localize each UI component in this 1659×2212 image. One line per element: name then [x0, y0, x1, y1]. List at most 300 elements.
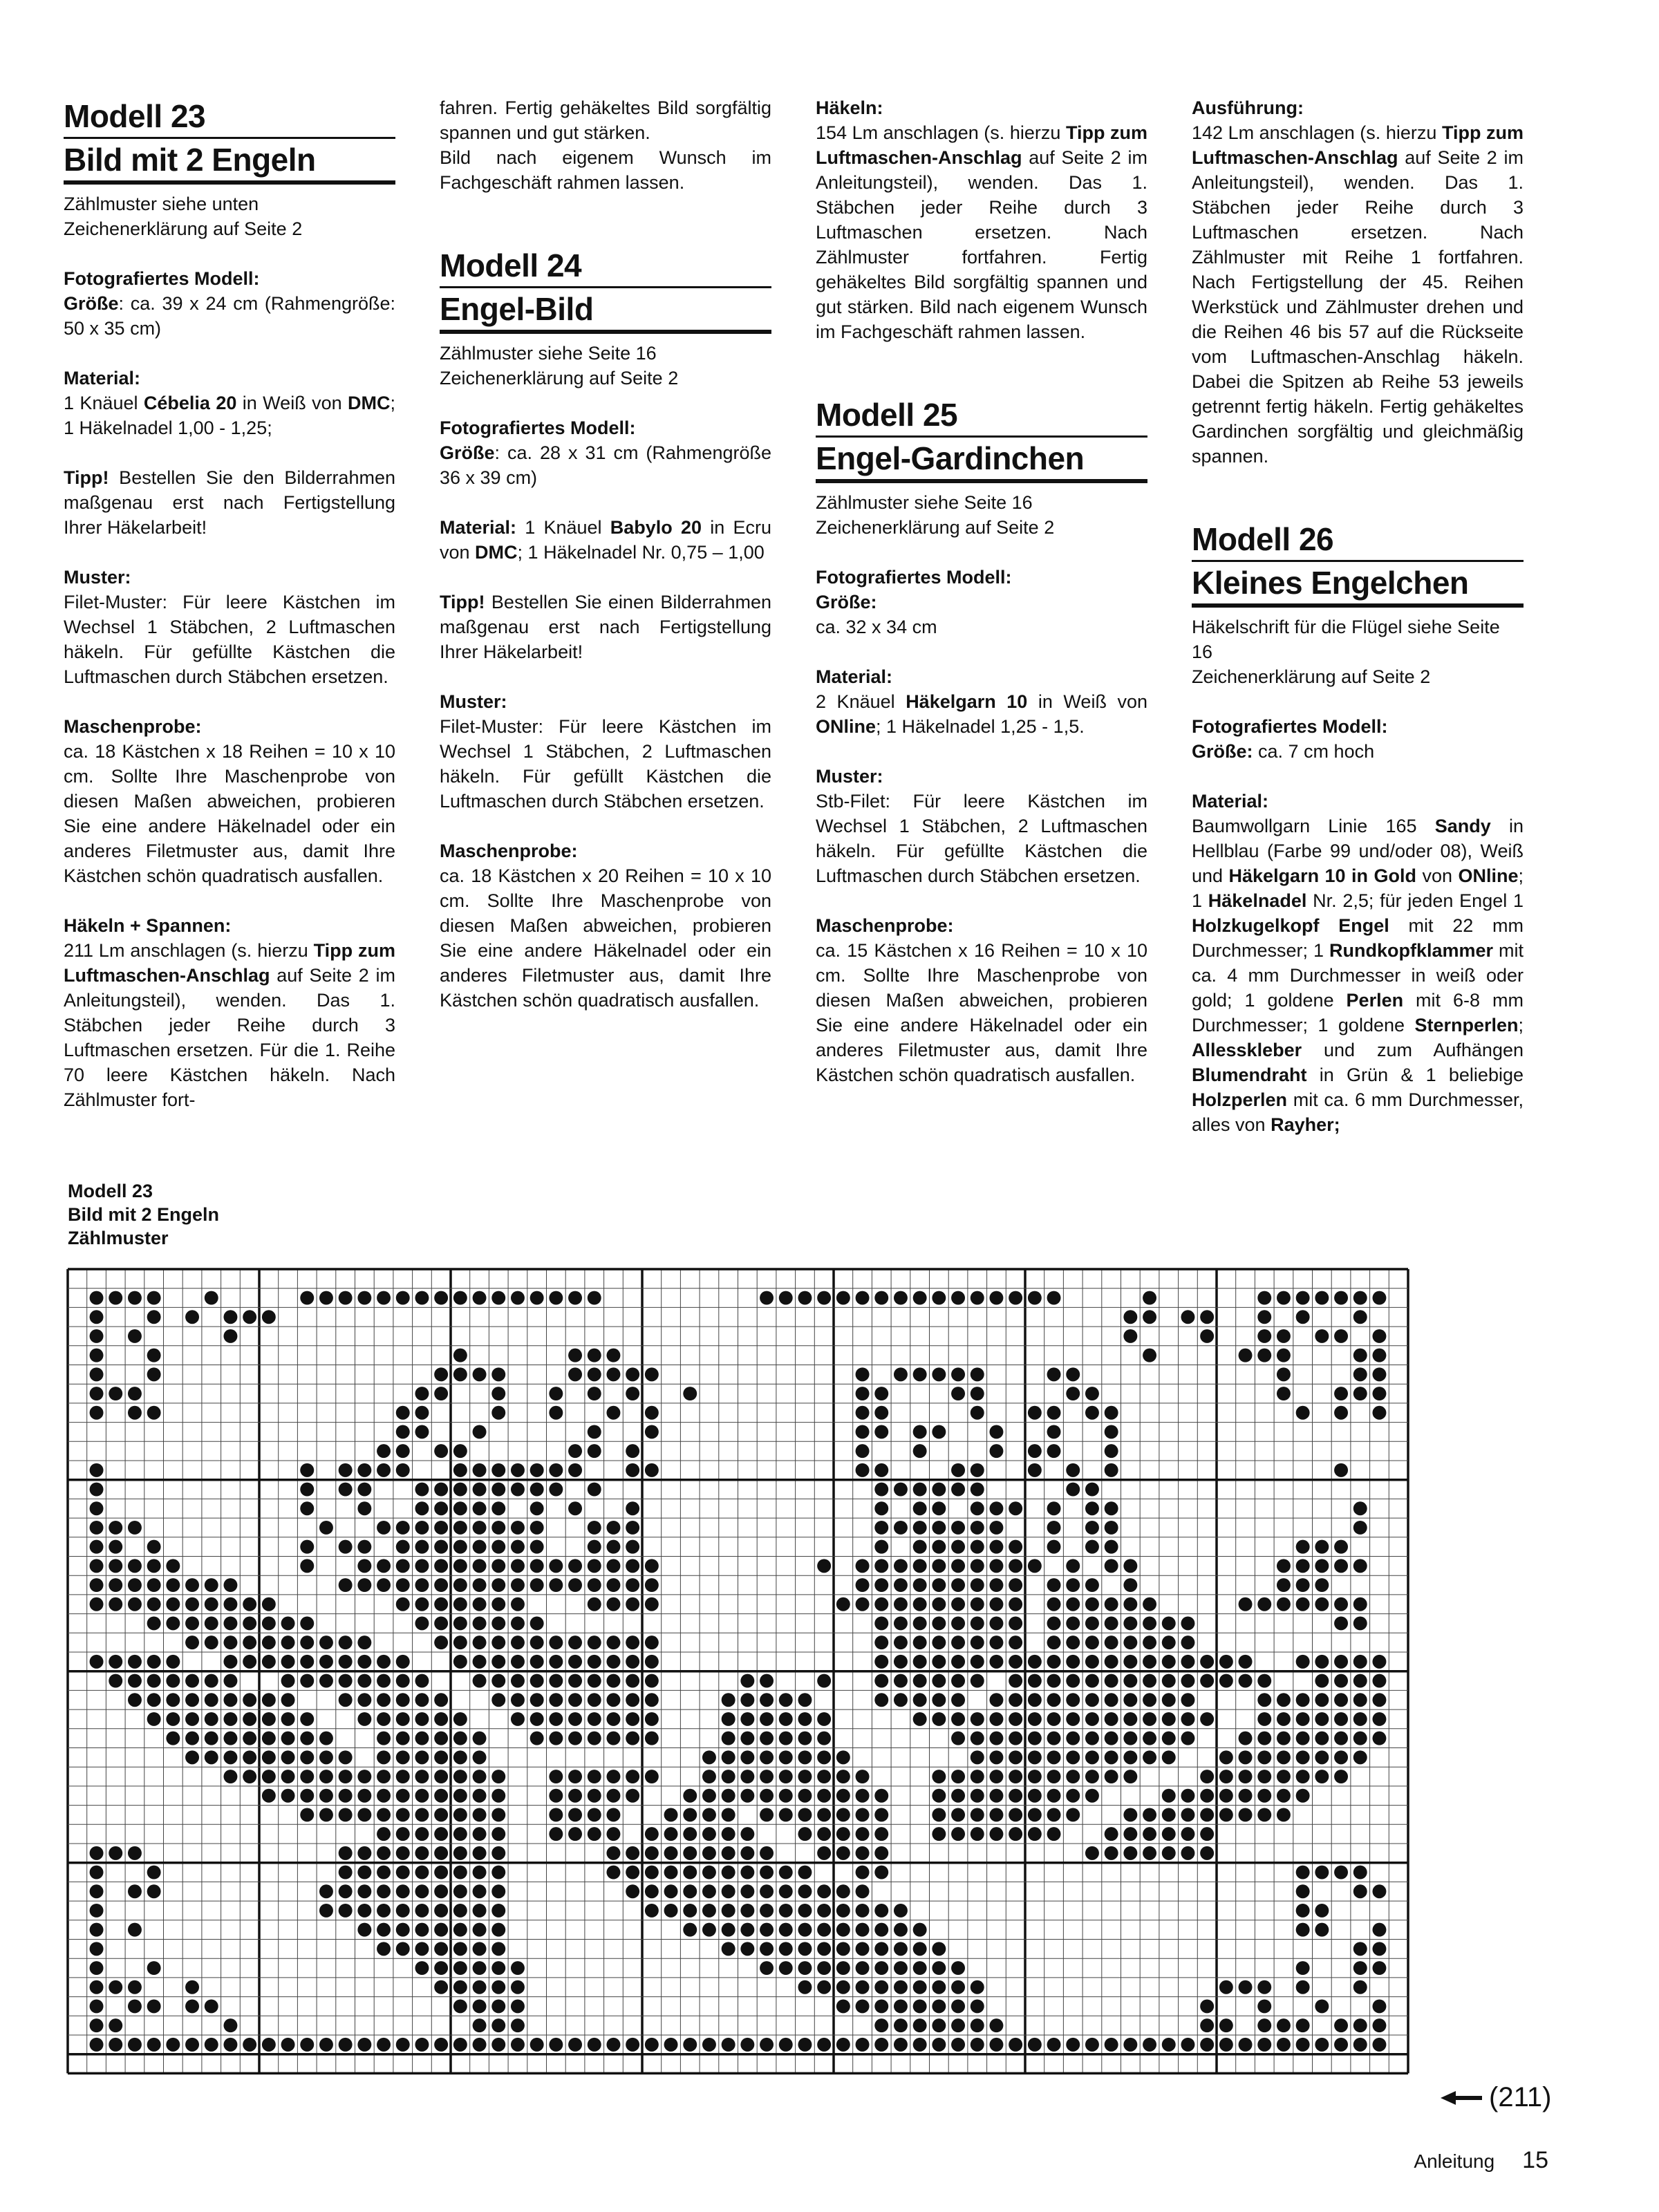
filled-square-dot — [1143, 1750, 1156, 1764]
chart-caption-line: Modell 23 — [68, 1181, 153, 1201]
filled-square-dot — [90, 2018, 104, 2032]
filled-square-dot — [1143, 1732, 1156, 1745]
filled-square-dot — [243, 1597, 256, 1611]
size-text: ca. 7 cm hoch — [1253, 741, 1375, 762]
filled-square-dot — [396, 1674, 410, 1688]
filled-square-dot — [205, 1578, 218, 1592]
filled-square-dot — [1047, 1732, 1061, 1745]
filled-square-dot — [1009, 1291, 1022, 1305]
filled-square-dot — [817, 1827, 831, 1841]
filled-square-dot — [836, 1942, 850, 1956]
filled-square-dot — [339, 1483, 353, 1497]
filled-square-dot — [606, 1635, 620, 1649]
filled-square-dot — [396, 1540, 410, 1554]
filled-square-dot — [1009, 1655, 1022, 1669]
filled-square-dot — [817, 2038, 831, 2052]
filled-square-dot — [262, 1789, 276, 1803]
filled-square-dot — [1105, 1712, 1118, 1726]
filled-square-dot — [817, 1559, 831, 1573]
filled-square-dot — [549, 1559, 563, 1573]
filled-square-dot — [951, 1578, 965, 1592]
filled-square-dot — [1200, 1999, 1214, 2013]
filled-square-dot — [1066, 1597, 1080, 1611]
filled-square-dot — [377, 1674, 391, 1688]
filled-square-dot — [664, 1904, 678, 1918]
filled-square-dot — [779, 1904, 793, 1918]
filled-square-dot — [453, 1597, 467, 1611]
filled-square-dot — [626, 2038, 639, 2052]
filled-square-dot — [1181, 1808, 1194, 1821]
filled-square-dot — [1047, 1712, 1061, 1726]
filled-square-dot — [626, 1444, 639, 1458]
filled-square-dot — [606, 1406, 620, 1420]
filled-square-dot — [1257, 2018, 1271, 2032]
filled-square-dot — [511, 2038, 525, 2052]
filled-square-dot — [856, 1578, 870, 1592]
filled-square-dot — [396, 1789, 410, 1803]
filled-square-dot — [453, 1712, 467, 1726]
filled-square-dot — [1009, 1674, 1022, 1688]
filled-square-dot — [1028, 1291, 1042, 1305]
filled-square-dot — [951, 1616, 965, 1630]
filled-square-dot — [128, 1387, 142, 1400]
filled-square-dot — [568, 1732, 582, 1745]
filled-square-dot — [951, 1463, 965, 1477]
filled-square-dot — [1143, 1808, 1156, 1821]
filled-square-dot — [339, 1866, 353, 1880]
filled-square-dot — [588, 1827, 601, 1841]
filled-square-dot — [702, 1923, 716, 1937]
filled-square-dot — [90, 2038, 104, 2052]
filled-square-dot — [760, 1770, 774, 1783]
filled-square-dot — [185, 1578, 199, 1592]
filled-square-dot — [90, 1559, 104, 1573]
filled-square-dot — [989, 2018, 1003, 2032]
filled-square-dot — [932, 1674, 946, 1688]
filled-square-dot — [874, 1635, 888, 1649]
filled-square-dot — [491, 1540, 505, 1554]
filled-square-dot — [262, 1693, 276, 1707]
filled-square-dot — [530, 1521, 544, 1535]
filled-square-dot — [913, 1425, 927, 1438]
filled-square-dot — [971, 1501, 984, 1515]
filled-square-dot — [1162, 1712, 1176, 1726]
filled-square-dot — [683, 1904, 697, 1918]
filled-square-dot — [549, 1406, 563, 1420]
filled-square-dot — [951, 1521, 965, 1535]
filled-square-dot — [702, 1827, 716, 1841]
filled-square-dot — [357, 1559, 371, 1573]
filled-square-dot — [319, 2038, 333, 2052]
filled-square-dot — [262, 1732, 276, 1745]
filled-square-dot — [568, 2038, 582, 2052]
haekeln-bold: Tipp zum Luftmaschen-Anschlag — [64, 940, 396, 986]
filled-square-dot — [1334, 1770, 1348, 1783]
filled-square-dot — [856, 1846, 870, 1860]
filled-square-dot — [874, 1808, 888, 1821]
filled-square-dot — [971, 1367, 984, 1381]
filled-square-dot — [798, 1904, 812, 1918]
filled-square-dot — [1143, 1349, 1156, 1362]
filled-square-dot — [1353, 1521, 1367, 1535]
filled-square-dot — [262, 1770, 276, 1783]
filled-square-dot — [1085, 1712, 1099, 1726]
filled-square-dot — [1009, 1693, 1022, 1707]
filled-square-dot — [1372, 1693, 1386, 1707]
filled-square-dot — [491, 1923, 505, 1937]
filled-square-dot — [817, 1942, 831, 1956]
filled-square-dot — [147, 1310, 161, 1324]
filled-square-dot — [951, 1789, 965, 1803]
filled-square-dot — [798, 1712, 812, 1726]
filled-square-dot — [1085, 1406, 1099, 1420]
filled-square-dot — [1066, 1616, 1080, 1630]
filled-square-dot — [817, 1789, 831, 1803]
filled-square-dot — [205, 1732, 218, 1745]
filled-square-dot — [396, 1750, 410, 1764]
filled-square-dot — [90, 1866, 104, 1880]
filled-square-dot — [951, 1674, 965, 1688]
filled-square-dot — [1085, 1483, 1099, 1497]
filled-square-dot — [1047, 1750, 1061, 1764]
filled-square-dot — [1028, 2038, 1042, 2052]
filled-square-dot — [779, 1942, 793, 1956]
filled-square-dot — [243, 1770, 256, 1783]
filled-square-dot — [1123, 1750, 1137, 1764]
filled-square-dot — [1277, 1349, 1291, 1362]
filled-square-dot — [856, 1999, 870, 2013]
filled-square-dot — [760, 1750, 774, 1764]
material-bold: Rundkopfklammer — [1329, 940, 1494, 961]
filled-square-dot — [740, 1750, 754, 1764]
filled-square-dot — [683, 1884, 697, 1898]
filled-square-dot — [1009, 1597, 1022, 1611]
filled-square-dot — [645, 1693, 659, 1707]
filled-square-dot — [473, 1540, 487, 1554]
filled-square-dot — [722, 1789, 735, 1803]
filled-square-dot — [856, 1444, 870, 1458]
filled-square-dot — [588, 1349, 601, 1362]
filled-square-dot — [951, 2038, 965, 2052]
filled-square-dot — [1105, 2038, 1118, 2052]
filled-square-dot — [1123, 1770, 1137, 1783]
filled-square-dot — [223, 2018, 237, 2032]
filled-square-dot — [90, 1540, 104, 1554]
haekeln-section — [816, 95, 1147, 344]
filled-square-dot — [300, 1540, 314, 1554]
filled-square-dot — [262, 1635, 276, 1649]
filled-square-dot — [1277, 1387, 1291, 1400]
filled-square-dot — [1123, 1732, 1137, 1745]
filled-square-dot — [128, 1291, 142, 1305]
filled-square-dot — [856, 1904, 870, 1918]
filled-square-dot — [1353, 1942, 1367, 1956]
filled-square-dot — [1085, 2038, 1099, 2052]
filled-square-dot — [1372, 1674, 1386, 1688]
filled-square-dot — [473, 2038, 487, 2052]
material-bold: Sandy — [1434, 816, 1491, 836]
filled-square-dot — [300, 1750, 314, 1764]
filled-square-dot — [1219, 1655, 1233, 1669]
filled-square-dot — [894, 1923, 908, 1937]
filled-square-dot — [722, 1866, 735, 1880]
filled-square-dot — [511, 1521, 525, 1535]
filled-square-dot — [626, 1693, 639, 1707]
filled-square-dot — [568, 1349, 582, 1362]
filled-square-dot — [434, 1808, 448, 1821]
filled-square-dot — [1028, 1827, 1042, 1841]
filled-square-dot — [434, 1635, 448, 1649]
filled-square-dot — [951, 1597, 965, 1611]
filled-square-dot — [491, 1406, 505, 1420]
filled-square-dot — [511, 1578, 525, 1592]
filled-square-dot — [683, 1387, 697, 1400]
filled-square-dot — [549, 1770, 563, 1783]
filled-square-dot — [473, 1521, 487, 1535]
material-text: in Hellblau (Farbe 99 und/oder 08), Weiß und — [1192, 816, 1524, 886]
filled-square-dot — [1047, 1367, 1061, 1381]
filled-square-dot — [1047, 1827, 1061, 1841]
filled-square-dot — [1123, 1846, 1137, 1860]
filled-square-dot — [645, 1597, 659, 1611]
filled-square-dot — [798, 1866, 812, 1880]
filled-square-dot — [1315, 1655, 1329, 1669]
continuation — [440, 95, 771, 195]
filled-square-dot — [300, 1732, 314, 1745]
filled-square-dot — [339, 1846, 353, 1860]
filled-square-dot — [702, 1904, 716, 1918]
heading-number: Modell 23 — [64, 95, 395, 139]
filled-square-dot — [1028, 1444, 1042, 1458]
filled-square-dot — [185, 1999, 199, 2013]
maschenprobe-section — [64, 714, 395, 888]
filled-square-dot — [645, 1406, 659, 1420]
filled-square-dot — [1047, 1770, 1061, 1783]
filled-square-dot — [223, 1616, 237, 1630]
material-text: ; 1 Häkelnadel 1,25 - 1,5. — [876, 716, 1085, 737]
filled-square-dot — [1009, 1789, 1022, 1803]
filled-square-dot — [109, 1674, 122, 1688]
filled-square-dot — [664, 1846, 678, 1860]
filled-square-dot — [683, 1923, 697, 1937]
filled-square-dot — [856, 1961, 870, 1975]
filled-square-dot — [702, 1846, 716, 1860]
filled-square-dot — [1315, 1770, 1329, 1783]
filled-square-dot — [434, 1616, 448, 1630]
filled-square-dot — [434, 1559, 448, 1573]
filled-square-dot — [740, 2038, 754, 2052]
filled-square-dot — [836, 1597, 850, 1611]
filled-square-dot — [951, 1655, 965, 1669]
filled-square-dot — [626, 1674, 639, 1688]
filled-square-dot — [779, 2038, 793, 2052]
filled-square-dot — [377, 1444, 391, 1458]
filled-square-dot — [281, 1732, 295, 1745]
muster-section — [816, 764, 1147, 888]
filled-square-dot — [1200, 1674, 1214, 1688]
filled-square-dot — [971, 1406, 984, 1420]
filled-square-dot — [817, 1732, 831, 1745]
filled-square-dot — [1028, 1732, 1042, 1745]
filled-square-dot — [415, 1616, 429, 1630]
filled-square-dot — [932, 1578, 946, 1592]
filled-square-dot — [1353, 1866, 1367, 1880]
filled-square-dot — [491, 1501, 505, 1515]
filled-square-dot — [1219, 2018, 1233, 2032]
filled-square-dot — [606, 1559, 620, 1573]
filled-square-dot — [434, 2038, 448, 2052]
filled-square-dot — [109, 1846, 122, 1860]
filled-square-dot — [894, 1597, 908, 1611]
filled-square-dot — [932, 1483, 946, 1497]
tipp-section — [64, 465, 395, 540]
filled-square-dot — [874, 1999, 888, 2013]
filled-square-dot — [415, 1559, 429, 1573]
filled-square-dot — [377, 1291, 391, 1305]
filled-square-dot — [453, 1732, 467, 1745]
filled-square-dot — [1123, 1578, 1137, 1592]
filled-square-dot — [645, 1425, 659, 1438]
filled-square-dot — [243, 1616, 256, 1630]
continuation-text: fahren. Fertig gehäkeltes Bild sorgfältig spannen und gut stärken. — [440, 97, 771, 143]
filled-square-dot — [702, 1770, 716, 1783]
filled-square-dot — [549, 1463, 563, 1477]
filled-square-dot — [377, 1923, 391, 1937]
filled-square-dot — [817, 1846, 831, 1860]
chart-caption-line: Bild mit 2 Engeln — [68, 1204, 220, 1225]
size-label: Größe: — [1192, 741, 1253, 762]
filled-square-dot — [932, 1540, 946, 1554]
filled-square-dot — [339, 2038, 353, 2052]
filled-square-dot — [989, 1559, 1003, 1573]
filled-square-dot — [473, 1846, 487, 1860]
filled-square-dot — [128, 1674, 142, 1688]
filled-square-dot — [836, 1789, 850, 1803]
filled-square-dot — [473, 1980, 487, 1994]
filled-square-dot — [1315, 1291, 1329, 1305]
filled-square-dot — [874, 1425, 888, 1438]
filled-square-dot — [874, 1980, 888, 1994]
filled-square-dot — [1123, 1597, 1137, 1611]
filled-square-dot — [90, 1942, 104, 1956]
filled-square-dot — [491, 1808, 505, 1821]
filled-square-dot — [396, 1693, 410, 1707]
filled-square-dot — [588, 1635, 601, 1649]
filled-square-dot — [1296, 1559, 1310, 1573]
filled-square-dot — [1334, 1866, 1348, 1880]
filled-square-dot — [262, 1616, 276, 1630]
filled-square-dot — [147, 1999, 161, 2013]
filled-square-dot — [894, 2038, 908, 2052]
filled-square-dot — [434, 1712, 448, 1726]
filled-square-dot — [1239, 1789, 1253, 1803]
filled-square-dot — [1239, 1980, 1253, 1994]
filled-square-dot — [530, 1578, 544, 1592]
filled-square-dot — [1143, 1635, 1156, 1649]
filled-square-dot — [874, 1655, 888, 1669]
filled-square-dot — [549, 1635, 563, 1649]
filled-square-dot — [1277, 1732, 1291, 1745]
filet-chart — [66, 1268, 1409, 2079]
filled-square-dot — [300, 1712, 314, 1726]
filled-square-dot — [1105, 1597, 1118, 1611]
filled-square-dot — [760, 1712, 774, 1726]
filled-square-dot — [473, 1559, 487, 1573]
filled-square-dot — [1085, 1789, 1099, 1803]
filled-square-dot — [223, 1635, 237, 1649]
material-text: ; 1 Häkelnadel 1,00 - 1,25; — [64, 393, 396, 438]
filled-square-dot — [166, 1655, 180, 1669]
filled-square-dot — [1085, 1540, 1099, 1554]
filled-square-dot — [913, 1999, 927, 2013]
filled-square-dot — [1143, 1827, 1156, 1841]
filled-square-dot — [874, 1291, 888, 1305]
filled-square-dot — [722, 1923, 735, 1937]
filled-square-dot — [1123, 1310, 1137, 1324]
haekeln-text: 211 Lm anschlagen (s. hierzu — [64, 940, 314, 961]
filled-square-dot — [511, 1693, 525, 1707]
filled-square-dot — [1105, 1616, 1118, 1630]
filled-square-dot — [1296, 1961, 1310, 1975]
filled-square-dot — [702, 1808, 716, 1821]
filled-square-dot — [147, 1406, 161, 1420]
filled-square-dot — [874, 1693, 888, 1707]
filled-square-dot — [932, 1501, 946, 1515]
filled-square-dot — [722, 1827, 735, 1841]
filled-square-dot — [1239, 1770, 1253, 1783]
filled-square-dot — [971, 1387, 984, 1400]
filled-square-dot — [415, 1732, 429, 1745]
filled-square-dot — [1123, 1655, 1137, 1669]
filled-square-dot — [1372, 1655, 1386, 1669]
filled-square-dot — [1277, 1789, 1291, 1803]
material-section — [64, 366, 395, 440]
filled-square-dot — [779, 1291, 793, 1305]
filled-square-dot — [396, 1406, 410, 1420]
filled-square-dot — [1143, 1655, 1156, 1669]
filled-square-dot — [491, 1521, 505, 1535]
filled-square-dot — [339, 1808, 353, 1821]
filled-square-dot — [951, 1961, 965, 1975]
size-label: Größe — [64, 293, 119, 314]
filled-square-dot — [951, 1770, 965, 1783]
filled-square-dot — [1296, 1291, 1310, 1305]
filled-square-dot — [817, 1750, 831, 1764]
filled-square-dot — [473, 2018, 487, 2032]
maschenprobe-section — [816, 913, 1147, 1087]
filled-square-dot — [415, 1674, 429, 1688]
filled-square-dot — [377, 1578, 391, 1592]
filled-square-dot — [339, 1770, 353, 1783]
filled-square-dot — [434, 1866, 448, 1880]
material-text: in Ecru von — [440, 517, 771, 563]
filled-square-dot — [530, 1655, 544, 1669]
stitch-count-marker — [1441, 2082, 1551, 2113]
filled-square-dot — [913, 1712, 927, 1726]
filled-square-dot — [894, 1559, 908, 1573]
material-section — [1192, 789, 1524, 1137]
filled-square-dot — [1372, 2038, 1386, 2052]
filled-square-dot — [415, 1387, 429, 1400]
filled-square-dot — [722, 1770, 735, 1783]
filled-square-dot — [1257, 1291, 1271, 1305]
filled-square-dot — [262, 1597, 276, 1611]
filled-square-dot — [223, 1693, 237, 1707]
filled-square-dot — [319, 1655, 333, 1669]
filled-square-dot — [300, 1483, 314, 1497]
filled-square-dot — [396, 1904, 410, 1918]
filled-square-dot — [1257, 1750, 1271, 1764]
